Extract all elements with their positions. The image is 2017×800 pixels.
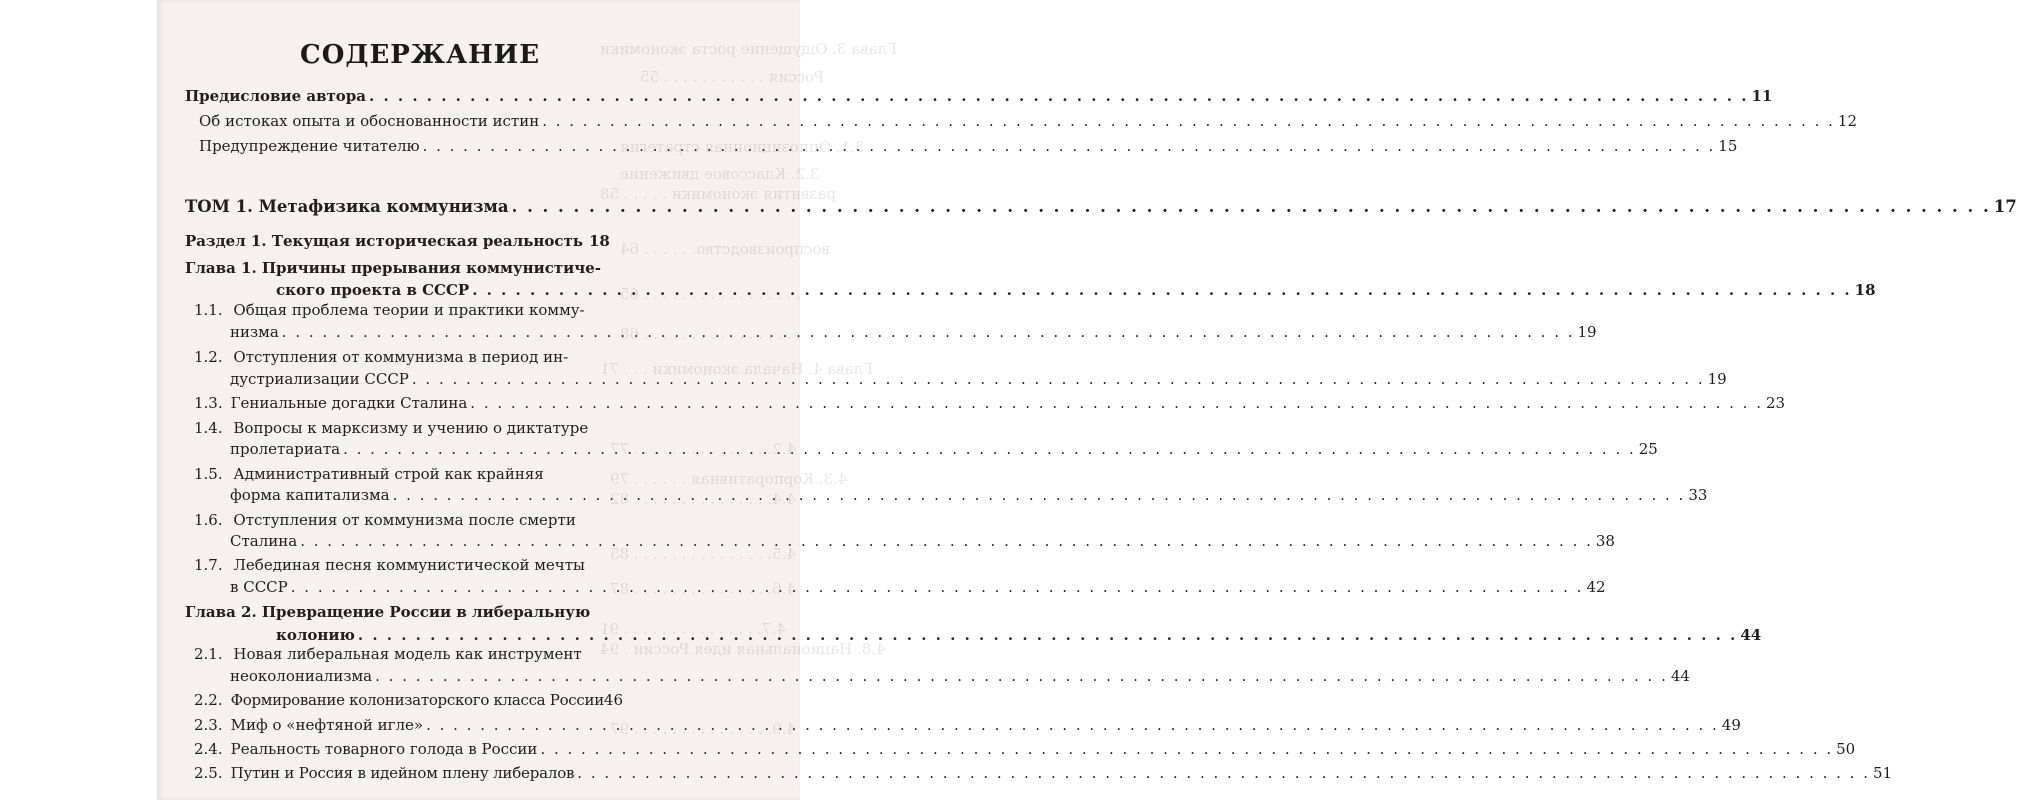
toc-entry-1-5-cont[interactable] <box>230 485 1708 505</box>
section-number: 2.5. <box>194 764 223 782</box>
toc-title: СОДЕРЖАНИЕ <box>300 40 541 70</box>
toc-entry-text: Отступления от коммунизма в период ин- <box>233 348 569 366</box>
toc-page-number: 19 <box>1707 370 1727 388</box>
section-number: 1.5. <box>194 465 223 483</box>
section-number: 1.2. <box>194 348 223 366</box>
toc-entry-text: Реальность товарного голода в России <box>230 740 538 758</box>
toc-entry-2-2[interactable] <box>194 690 623 710</box>
toc-page-number: 42 <box>1586 578 1606 596</box>
toc-entry-text: Миф о «нефтяной игле» <box>230 716 424 734</box>
toc-entry-text: ского проекта в СССР <box>276 281 470 299</box>
toc-entry-text: Об истоках опыта и обоснованности истин <box>199 112 540 130</box>
toc-entry-text: в СССР <box>230 578 288 596</box>
toc-entry-text: ТОМ 1. Метафизика коммунизма <box>185 197 509 216</box>
toc-page-number: 33 <box>1688 486 1708 504</box>
toc-entry-text: Общая проблема теории и практики комму- <box>233 301 585 319</box>
toc-page-number: 50 <box>1836 740 1856 758</box>
dot-leader <box>393 485 1686 505</box>
toc-entry-origins[interactable] <box>199 111 1857 131</box>
toc-page-number: 38 <box>1595 532 1615 550</box>
dot-leader <box>472 280 1851 300</box>
dot-leader <box>423 136 1716 156</box>
toc-entry-chapter-2-cont[interactable] <box>276 625 1762 645</box>
toc-entry-chapter-1-cont[interactable] <box>276 280 1876 300</box>
toc-page-number: 15 <box>1718 137 1738 155</box>
show-through-text: Глава 3. 3.1. 3.2. Глава 4. 4.3. 4.8. <box>791 40 898 658</box>
toc-page-number: 23 <box>1765 394 1786 412</box>
dot-leader <box>470 393 1763 413</box>
toc-page-number: 46 <box>603 691 623 709</box>
toc-page-number: 49 <box>1721 716 1741 734</box>
toc-page-number: 19 <box>1577 323 1597 341</box>
toc-entry-text: Новая либеральная модель как инструмент <box>233 645 582 663</box>
toc-entry-2-5[interactable] <box>194 763 1893 783</box>
toc-entry-1-5[interactable] <box>194 464 544 484</box>
toc-entry-text: дустриализации СССР <box>230 370 409 388</box>
section-number: 1.6. <box>194 511 223 529</box>
toc-entry-chapter-1[interactable]: Глава 1. Причины прерывания коммунистиче- <box>185 259 602 277</box>
toc-entry-1-7[interactable] <box>194 555 585 575</box>
dot-leader <box>412 369 1705 389</box>
toc-entry-preface[interactable] <box>185 86 1773 106</box>
dot-leader <box>343 439 1636 459</box>
dot-leader <box>375 666 1668 686</box>
dot-leader <box>542 111 1835 131</box>
toc-entry-text: пролетариата <box>230 440 341 458</box>
toc-entry-2-1[interactable] <box>194 644 582 664</box>
toc-entry-section-1[interactable] <box>185 231 609 251</box>
toc-entry-volume-1[interactable] <box>185 197 2017 217</box>
toc-page-number: 18 <box>588 232 610 250</box>
toc-entry-1-6[interactable] <box>194 510 576 530</box>
toc-entry-2-1-cont[interactable] <box>230 666 1690 686</box>
toc-entry-text: Раздел 1. Текущая историческая реальность <box>185 232 583 250</box>
toc-entry-1-4-cont[interactable] <box>230 439 1658 459</box>
toc-page-number: 44 <box>1740 626 1762 644</box>
section-number: 2.4. <box>194 740 223 758</box>
toc-page-number: 44 <box>1670 667 1690 685</box>
dot-leader <box>282 322 1575 342</box>
toc-entry-2-3[interactable] <box>194 715 1741 735</box>
section-number: 1.7. <box>194 556 223 574</box>
toc-entry-text: колонию <box>276 626 355 644</box>
toc-page-number: 17 <box>1993 197 2017 216</box>
toc-entry-text: Сталина <box>230 532 298 550</box>
toc-entry-1-4[interactable] <box>194 418 588 438</box>
toc-page-number: 51 <box>1872 764 1893 782</box>
dot-leader <box>300 531 1593 551</box>
section-number: 1.4. <box>194 419 223 437</box>
dot-leader <box>540 739 1833 759</box>
toc-page-number: 18 <box>1854 281 1876 299</box>
section-number: 2.1. <box>194 645 223 663</box>
toc-entry-1-7-cont[interactable] <box>230 577 1606 597</box>
section-number: 1.3. <box>194 394 223 412</box>
toc-entry-chapter-2[interactable]: Глава 2. Превращение России в либеральную <box>185 603 591 621</box>
dot-leader <box>358 625 1737 645</box>
toc-entry-1-6-cont[interactable] <box>230 531 1615 551</box>
toc-entry-1-2-cont[interactable] <box>230 369 1727 389</box>
toc-entry-text: Отступления от коммунизма после смерти <box>233 511 576 529</box>
section-number: 2.3. <box>194 716 223 734</box>
section-number: 1.1. <box>194 301 223 319</box>
toc-entry-2-4[interactable] <box>194 739 1856 759</box>
toc-page-number: 25 <box>1638 440 1658 458</box>
toc-entry-text: Лебединая песня коммунистической мечты <box>233 556 585 574</box>
toc-page-number: 12 <box>1837 112 1857 130</box>
toc-entry-1-3[interactable] <box>194 393 1786 413</box>
toc-page-number: 11 <box>1751 87 1773 105</box>
toc-entry-1-2[interactable] <box>194 347 568 367</box>
dot-leader <box>577 763 1870 783</box>
toc-entry-text: Предисловие автора <box>185 87 366 105</box>
toc-entry-text: Предупреждение читателю <box>199 137 420 155</box>
toc-entry-text: Гениальные догадки Сталина <box>230 394 468 412</box>
toc-entry-text: Административный строй как крайняя <box>233 465 544 483</box>
dot-leader <box>369 86 1748 106</box>
toc-entry-text: Путин и Россия в идейном плену либералов <box>230 764 575 782</box>
section-number: 2.2. <box>194 691 223 709</box>
dot-leader <box>291 577 1584 597</box>
toc-entry-warning[interactable] <box>199 136 1738 156</box>
toc-entry-text: Вопросы к марксизму и учению о диктатуре <box>233 419 589 437</box>
toc-entry-1-1[interactable] <box>194 300 585 320</box>
toc-entry-text: неоколониализма <box>230 667 373 685</box>
toc-entry-text: Формирование колонизаторского класса России <box>230 691 604 709</box>
dot-leader <box>512 197 1991 217</box>
toc-entry-text: низма <box>230 323 279 341</box>
dot-leader <box>426 715 1719 735</box>
toc-entry-1-1-cont[interactable] <box>230 322 1597 342</box>
toc-entry-text: форма капитализма <box>230 486 390 504</box>
